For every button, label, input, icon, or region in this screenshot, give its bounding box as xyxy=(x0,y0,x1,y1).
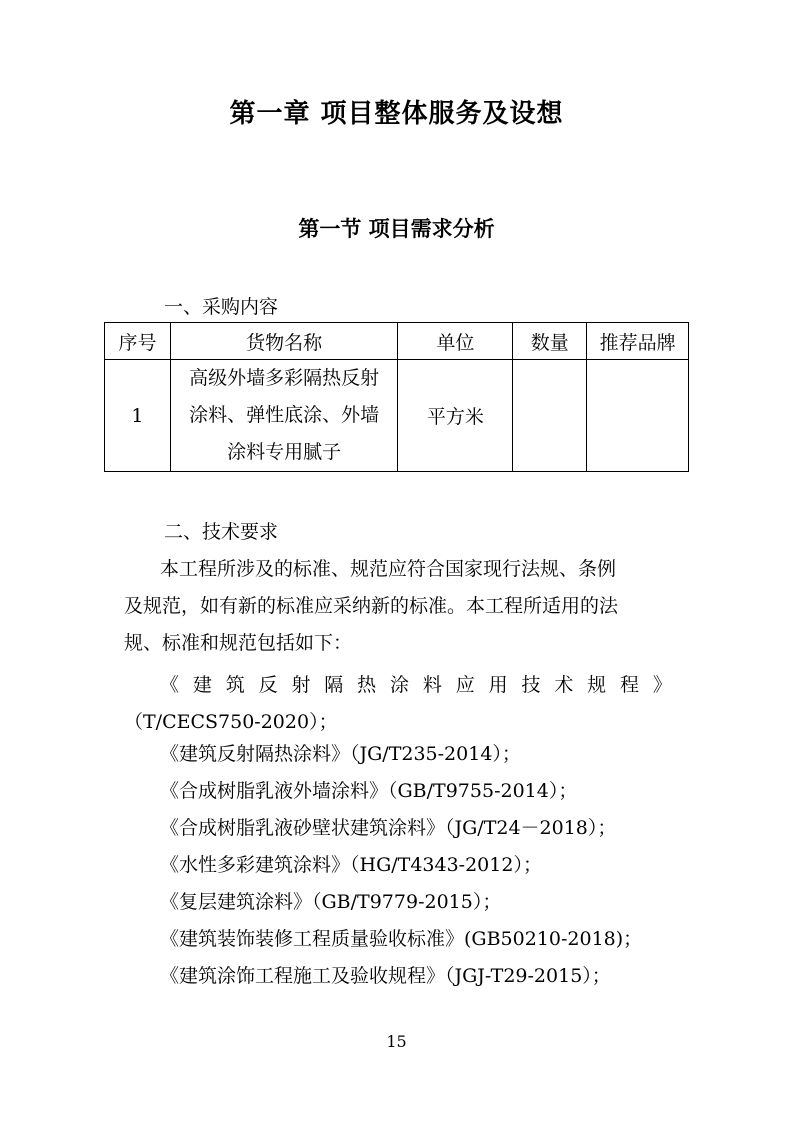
cell-brand xyxy=(587,360,689,472)
standard-item: 《建筑涂饰工程施工及验收规程》（JGJ-T29-2015）； xyxy=(160,965,611,987)
spread-char: 建 xyxy=(192,674,212,696)
spread-char: 隔 xyxy=(324,674,344,696)
paragraph-line: 及规范，如有新的标准应采纳新的标准。本工程所适用的法 xyxy=(124,595,619,617)
header-brand: 推荐品牌 xyxy=(587,323,689,360)
spread-char: 反 xyxy=(258,674,278,696)
standard-code-continuation: （T/CECS750-2020）； xyxy=(124,711,338,733)
cell-goods-name xyxy=(170,360,398,472)
spread-char: 热 xyxy=(357,674,377,696)
standard-item: 《水性多彩建筑涂料》（HG/T4343-2012）； xyxy=(160,854,542,876)
technical-heading: 二、技术要求 xyxy=(164,521,279,543)
table-header-row xyxy=(105,323,689,360)
spread-char: 应 xyxy=(455,674,475,696)
cell-quantity xyxy=(513,360,587,472)
paragraph-line: 本工程所涉及的标准、规范应符合国家现行法规、条例 xyxy=(160,558,617,580)
standard-item: 《合成树脂乳液砂壁状建筑涂料》（JG/T24－2018）； xyxy=(160,817,617,839)
chapter-title: 第一章 项目整体服务及设想 xyxy=(229,99,564,129)
spread-char: 《 xyxy=(160,674,180,696)
standard-item-spread xyxy=(160,670,672,697)
spread-char: 程 xyxy=(620,674,640,696)
goods-name-line: 涂料专用腻子 xyxy=(227,441,342,463)
cell-index: 1 xyxy=(105,360,171,472)
procurement-heading: 一、采购内容 xyxy=(164,296,279,318)
header-quantity: 数量 xyxy=(513,323,587,360)
header-goods-name: 货物名称 xyxy=(170,323,398,360)
page-number: 15 xyxy=(386,1032,407,1051)
spread-char: 》 xyxy=(652,674,672,696)
table-row xyxy=(105,360,689,472)
header-unit: 单位 xyxy=(398,323,513,360)
cell-unit: 平方米 xyxy=(398,360,513,472)
spread-char: 术 xyxy=(554,674,574,696)
spread-char: 筑 xyxy=(225,674,245,696)
spread-char: 料 xyxy=(422,674,442,696)
standard-item: 《建筑装饰装修工程质量验收标准》(GB50210-2018)； xyxy=(160,928,643,950)
procurement-table xyxy=(104,322,689,472)
spread-char: 涂 xyxy=(390,674,410,696)
spread-char: 技 xyxy=(521,674,541,696)
goods-name-line: 涂料、弹性底涂、外墙 xyxy=(189,404,380,426)
spread-char: 规 xyxy=(587,674,607,696)
standard-item: 《复层建筑涂料》（GB/T9779-2015）； xyxy=(160,891,502,913)
spread-char: 用 xyxy=(488,674,508,696)
paragraph-line: 规、标准和规范包括如下： xyxy=(124,632,353,654)
standard-item: 《建筑反射隔热涂料》（JG/T235-2014）； xyxy=(160,743,521,765)
spread-char: 射 xyxy=(291,674,311,696)
standard-item: 《合成树脂乳液外墙涂料》（GB/T9755-2014）； xyxy=(160,780,578,802)
section-title: 第一节 项目需求分析 xyxy=(298,216,495,241)
goods-name-line: 高级外墙多彩隔热反射 xyxy=(189,367,380,389)
header-index: 序号 xyxy=(105,323,171,360)
